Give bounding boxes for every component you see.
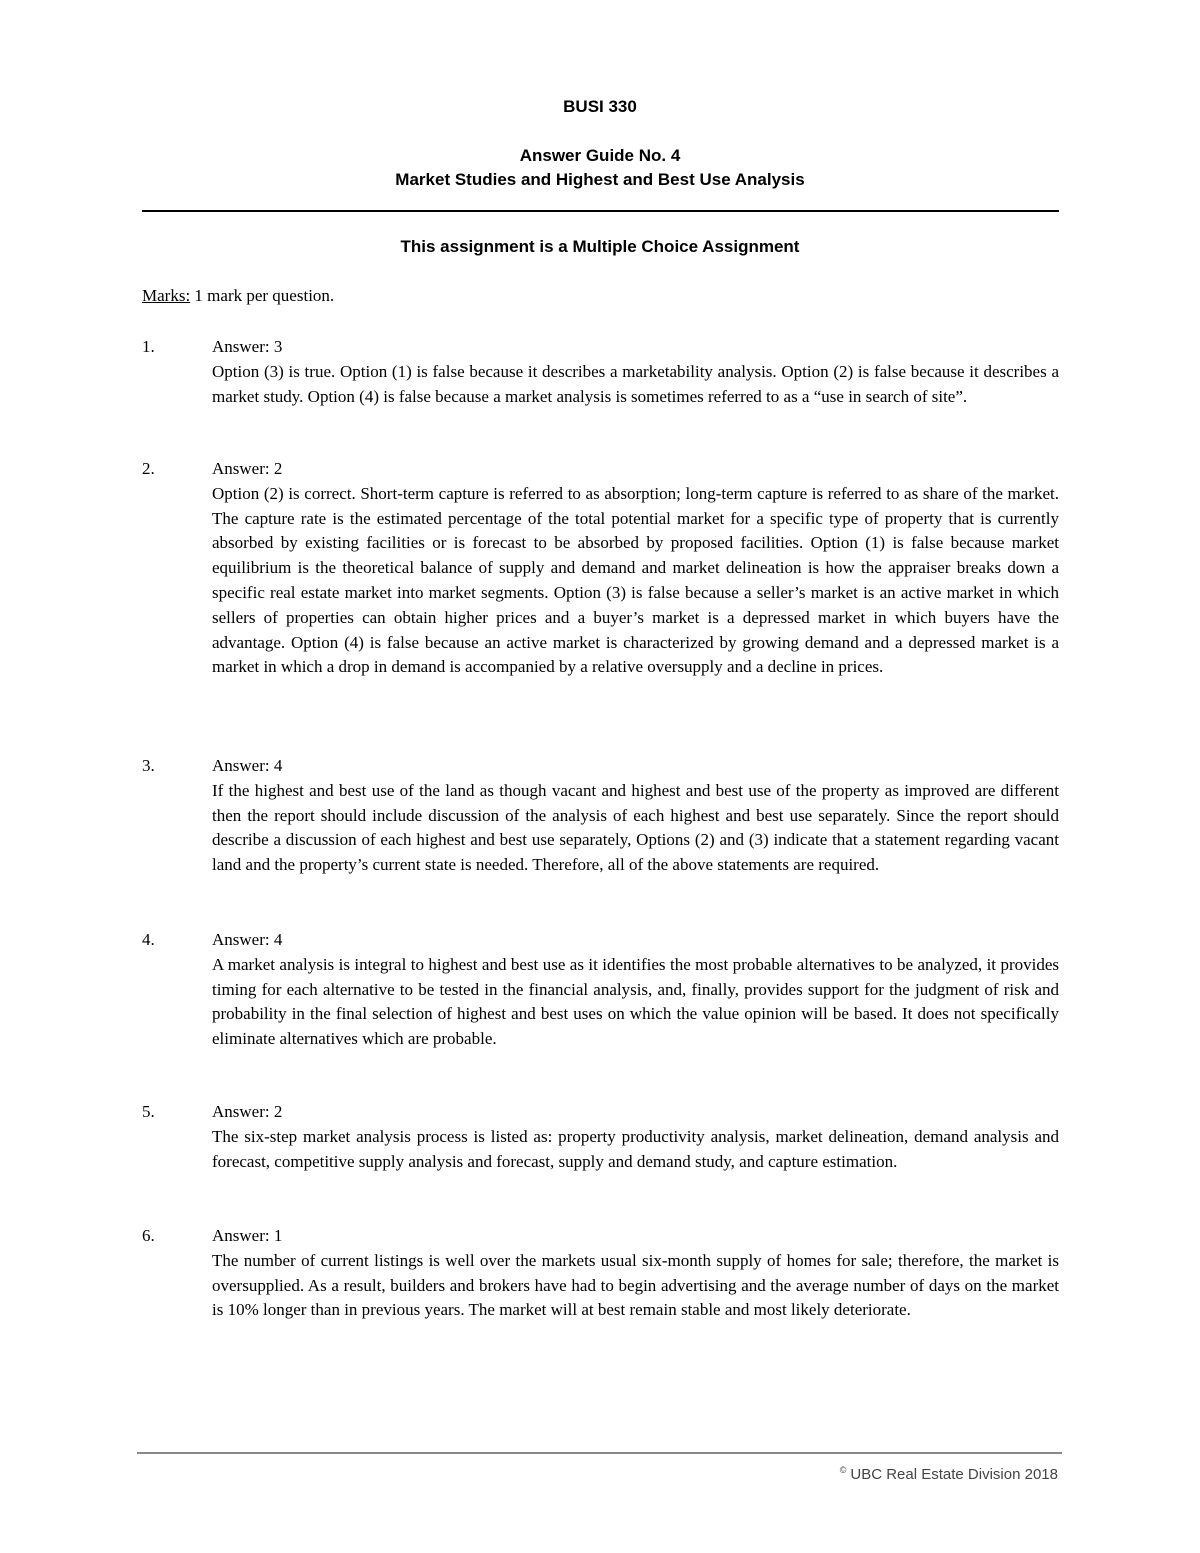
question-3 — [142, 754, 1059, 878]
question-explanation: A market analysis is integral to highest and best use as it identifies the most probable alternatives to be analyzed, it provides timing for each alternative to be tested in the financial analysis, and, finally, provides support for the judgment of risk and probability in the final selection of highest and best uses on which the value opinion will be based. It does not specifically eliminate alternatives which are probable. — [212, 954, 1059, 1049]
question-number: 3. — [142, 756, 155, 775]
question-number: 5. — [142, 1102, 155, 1121]
question-5 — [142, 1100, 1059, 1174]
question-number: 1. — [142, 337, 155, 356]
course-code: BUSI 330 — [563, 97, 637, 116]
copyright-symbol: © — [839, 1465, 847, 1475]
question-explanation: Option (3) is true. Option (1) is false because it describes a marketability analysis. Option (2) is false because it describes a market study. Option (4) is false because a market analysis is sometimes referred to as a “use in search of site”. — [212, 361, 1059, 406]
question-answer: Answer: 1 — [212, 1226, 283, 1245]
question-explanation: The number of current listings is well over the markets usual six-month supply of homes for sale; therefore, the market is oversupplied. As a result, builders and brokers have had to begin advertising and the average number of days on the market is 10% longer than in previous years. The market will at best remain stable and most likely deteriorate. — [212, 1250, 1059, 1320]
question-answer: Answer: 4 — [212, 930, 283, 949]
question-explanation: If the highest and best use of the land as though vacant and highest and best use of the property as improved are different then the report should include discussion of the analysis of each highest and best use separately. Since the report should describe a discussion of each highest and best use separately, Options (2) and (3) indicate that a statement regarding vacant land and the property’s current state is needed. Therefore, all of the above statements are required. — [212, 780, 1059, 875]
marks-label: Marks: — [142, 286, 191, 305]
footer-text: UBC Real Estate Division 2018 — [850, 1466, 1058, 1483]
footer-divider — [137, 1452, 1062, 1454]
header-divider — [142, 210, 1059, 212]
guide-title: Answer Guide No. 4 — [519, 146, 681, 165]
guide-subtitle: Market Studies and Highest and Best Use Analysis — [395, 170, 805, 189]
question-answer: Answer: 3 — [212, 337, 283, 356]
question-number: 4. — [142, 930, 155, 949]
question-number: 6. — [142, 1226, 155, 1245]
question-6 — [142, 1224, 1059, 1323]
question-number: 2. — [142, 459, 155, 478]
question-2 — [142, 457, 1059, 680]
guide-heading — [0, 144, 1200, 192]
footer — [840, 1465, 1058, 1483]
marks-line — [142, 286, 334, 306]
question-explanation: The six-step market analysis process is listed as: property productivity analysis, market delineation, demand analysis and forecast, competitive supply analysis and forecast, supply and demand study, and capture estimation. — [212, 1126, 1059, 1171]
question-explanation: Option (2) is correct. Short-term capture is referred to as absorption; long-term capture is referred to as share of the market. The capture rate is the estimated percentage of the total potential market for a specific type of property that is currently absorbed by existing facilities or is forecast to be absorbed by proposed facilities. Option (1) is false because market equilibrium is the theoretical balance of supply and demand and market delineation is how the appraiser breaks down a specific real estate market into market segments. Option (3) is false because a seller’s market is an active market in which sellers of properties can obtain higher prices and a buyer’s market is a depressed market in which buyers have the advantage. Option (4) is false because an active market is characterized by growing demand and a depressed market is a market in which a drop in demand is accompanied by a relative oversupply and a decline in prices. — [212, 483, 1059, 677]
question-1 — [142, 335, 1059, 409]
assignment-type: This assignment is a Multiple Choice Assignment — [400, 237, 800, 256]
question-answer: Answer: 2 — [212, 1102, 283, 1121]
question-answer: Answer: 4 — [212, 756, 283, 775]
question-answer: Answer: 2 — [212, 459, 283, 478]
marks-value: 1 mark per question. — [194, 286, 335, 305]
question-4 — [142, 928, 1059, 1052]
